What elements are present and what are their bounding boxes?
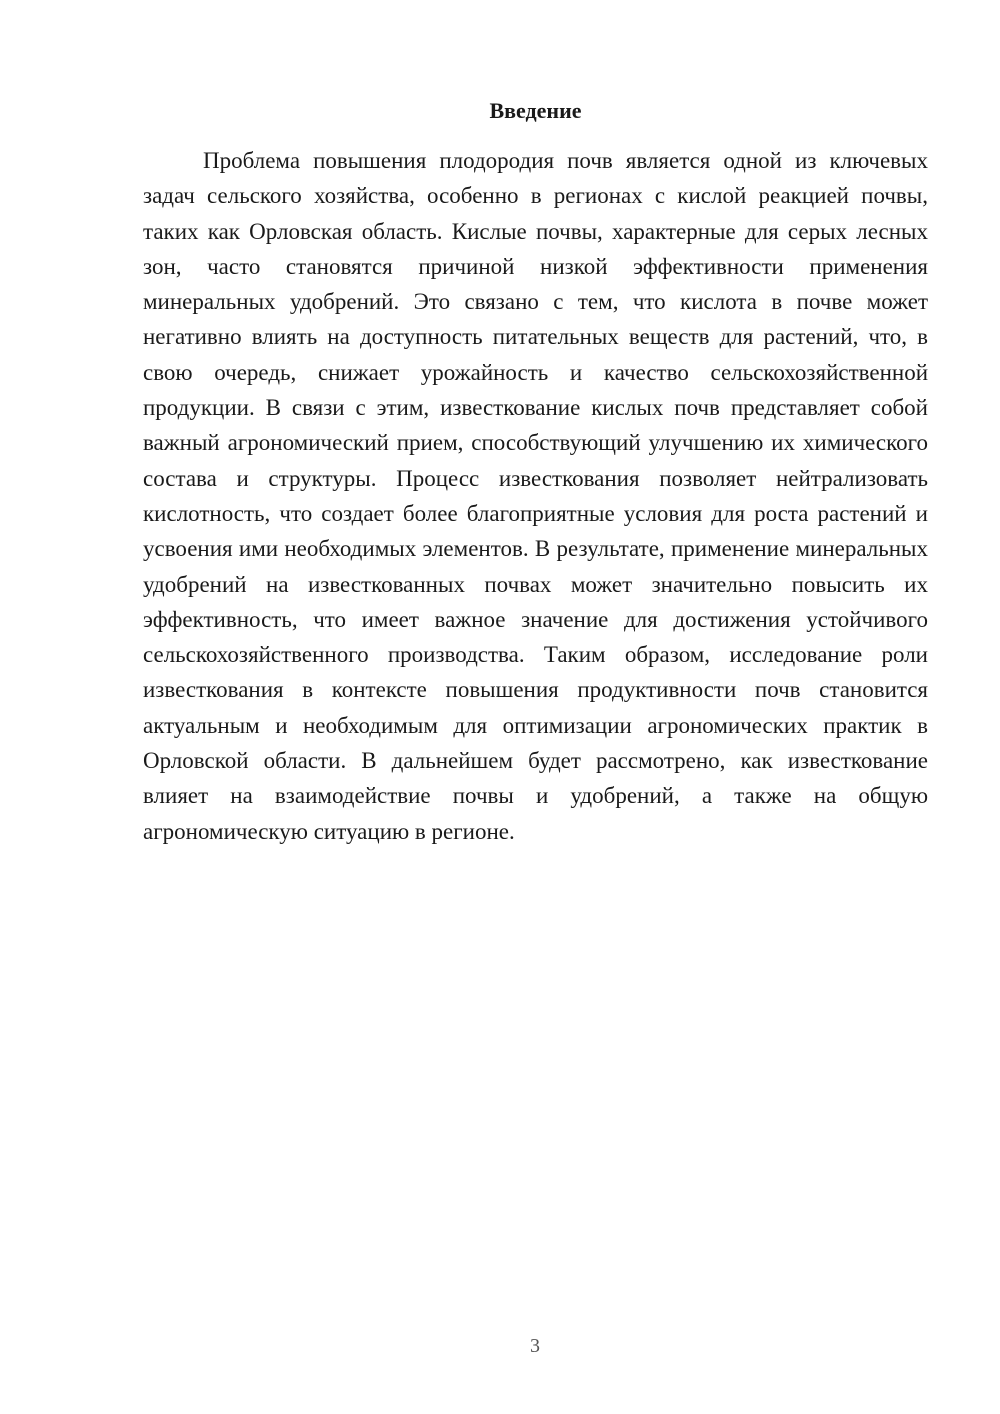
- section-heading: Введение: [489, 98, 582, 123]
- body-paragraph: Проблема повышения плодородия почв является одной из ключевых задач сельского хозяйства, особенно в регионах с кислой реакцией почвы, таких как Орловская область. Кислые почвы, характерные для серых лесных зон, часто становятся причиной низкой эффективности применения минеральных удобрений. Это связано с тем, что кислота в почве может негативно влиять на доступность питательных веществ для растений, что, в свою очередь, снижает урожайность и качество сельскохозяйственной продукции. В связи с этим, известкование кислых почв представляет собой важный агрономический прием, способствующий улучшению их химического состава и структуры. Процесс известкования позволяет нейтрализовать кислотность, что создает более благоприятные условия для роста растений и усвоения ими необходимых элементов. В результате, применение минеральных удобрений на известкованных почвах может значительно повысить их эффективность, что имеет важное значение для достижения устойчивого сельскохозяйственного производства. Таким образом, исследование роли известкования в контексте повышения продуктивности почв становится актуальным и необходимым для оптимизации агрономических практик в Орловской области. В дальнейшем будет рассмотрено, как известкование влияет на взаимодействие почвы и удобрений, а также на общую агрономическую ситуацию в регионе.: [143, 148, 928, 844]
- page-number: 3: [530, 1335, 540, 1357]
